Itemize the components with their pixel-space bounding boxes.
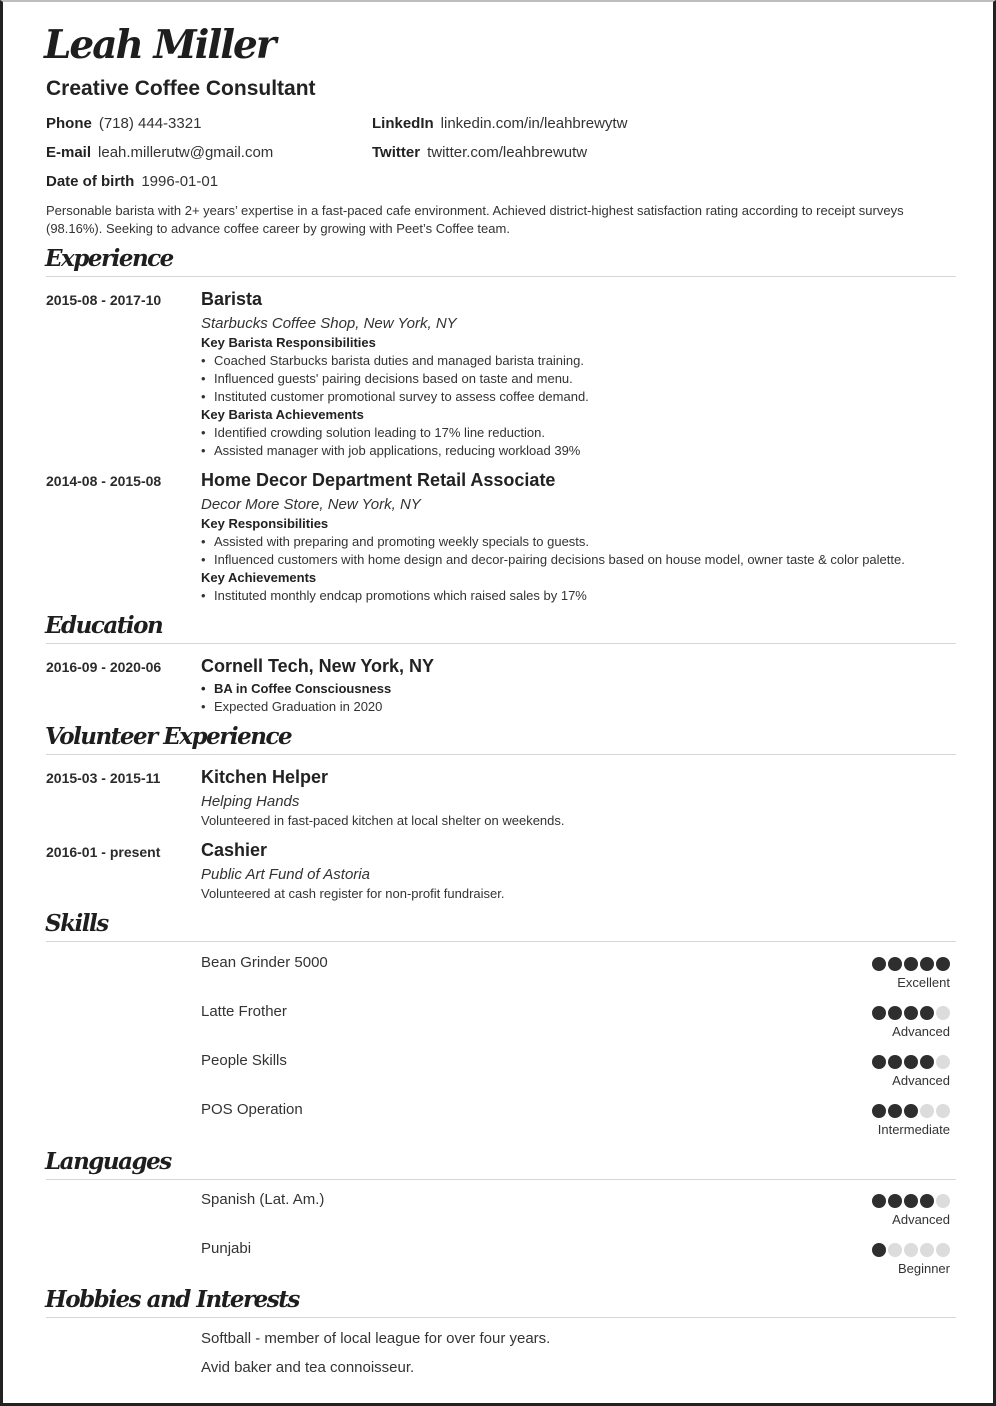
achievement-item: • Assisted manager with job applications, reducing workload 39% <box>201 443 580 458</box>
skills-heading: Skills <box>45 910 108 937</box>
filled-dot-icon <box>904 1194 918 1208</box>
experience-org: Starbucks Coffee Shop, New York, NY <box>201 315 457 332</box>
linkedin-value[interactable]: linkedin.com/in/leahbrewytw <box>440 115 628 132</box>
experience-title: Barista <box>201 289 263 309</box>
filled-dot-icon <box>872 1055 886 1069</box>
responsibility-item: • Influenced customers with home design and decor-pairing decisions based on house model, owner taste & color palette. <box>201 552 905 567</box>
responsibility-item: • Instituted customer promotional survey to assess coffee demand. <box>201 389 589 404</box>
responsibility-item: • Assisted with preparing and promoting weekly specials to guests. <box>201 534 589 549</box>
filled-dot-icon <box>872 957 886 971</box>
skills-name: Bean Grinder 5000 <box>201 954 328 971</box>
rating-level: Advanced <box>892 1024 950 1039</box>
contact-dob <box>46 173 218 190</box>
skills-name: People Skills <box>201 1052 287 1069</box>
experience-heading: Experience <box>45 245 173 272</box>
filled-dot-icon <box>904 1055 918 1069</box>
filled-dot-icon <box>920 1055 934 1069</box>
rating-dots <box>872 957 950 971</box>
filled-dot-icon <box>936 957 950 971</box>
skills-name: Latte Frother <box>201 1003 287 1020</box>
filled-dot-icon <box>872 1006 886 1020</box>
empty-dot-icon <box>936 1055 950 1069</box>
filled-dot-icon <box>872 1104 886 1118</box>
filled-dot-icon <box>888 957 902 971</box>
phone-label: Phone <box>46 115 92 132</box>
responsibility-item: • Influenced guests' pairing decisions based on taste and menu. <box>201 371 573 386</box>
education-note: • Expected Graduation in 2020 <box>201 699 382 714</box>
empty-dot-icon <box>936 1104 950 1118</box>
dob-value: 1996-01-01 <box>141 173 219 190</box>
empty-dot-icon <box>920 1104 934 1118</box>
responsibility-item: • Coached Starbucks barista duties and managed barista training. <box>201 353 584 368</box>
divider <box>46 754 956 755</box>
rating-dots <box>872 1243 950 1257</box>
experience-title: Home Decor Department Retail Associate <box>201 470 556 490</box>
linkedin-label: LinkedIn <box>372 115 434 132</box>
experience-org: Decor More Store, New York, NY <box>201 496 421 513</box>
education-heading: Education <box>45 612 163 639</box>
skills-name: POS Operation <box>201 1101 303 1118</box>
education-school: Cornell Tech, New York, NY <box>201 656 435 676</box>
volunteer-title: Cashier <box>201 840 268 860</box>
volunteer-desc: Volunteered at cash register for non-profit fundraiser. <box>201 886 505 901</box>
filled-dot-icon <box>904 1006 918 1020</box>
dob-label: Date of birth <box>46 173 135 190</box>
education-degree: • BA in Coffee Consciousness <box>201 681 391 696</box>
divider <box>46 941 956 942</box>
phone-value: (718) 444-3321 <box>98 115 202 132</box>
candidate-title: Creative Coffee Consultant <box>46 77 316 100</box>
languages-name: Punjabi <box>201 1240 252 1257</box>
contact-twitter <box>372 144 587 161</box>
empty-dot-icon <box>936 1243 950 1257</box>
rating-dots <box>872 1006 950 1020</box>
divider <box>46 1317 956 1318</box>
experience-date: 2014-08 - 2015-08 <box>46 473 162 489</box>
divider <box>46 1179 956 1180</box>
volunteer-desc: Volunteered in fast-paced kitchen at local shelter on weekends. <box>201 813 565 828</box>
filled-dot-icon <box>872 1194 886 1208</box>
rating-dots <box>872 1055 950 1069</box>
filled-dot-icon <box>920 1194 934 1208</box>
hobbies-heading: Hobbies and Interests <box>45 1286 299 1313</box>
contact-phone <box>46 115 201 132</box>
achievements-heading: Key Barista Achievements <box>201 407 364 422</box>
filled-dot-icon <box>888 1194 902 1208</box>
achievement-item: • Identified crowding solution leading to 17% line reduction. <box>201 425 545 440</box>
volunteer-org: Helping Hands <box>201 793 300 810</box>
empty-dot-icon <box>904 1243 918 1257</box>
contact-email <box>46 144 273 161</box>
volunteer-org: Public Art Fund of Astoria <box>201 866 370 883</box>
filled-dot-icon <box>904 1104 918 1118</box>
responsibilities-heading: Key Responsibilities <box>201 516 329 531</box>
education-date: 2016-09 - 2020-06 <box>46 659 162 675</box>
filled-dot-icon <box>872 1243 886 1257</box>
rating-dots <box>872 1104 950 1118</box>
rating-dots <box>872 1194 950 1208</box>
filled-dot-icon <box>888 1104 902 1118</box>
filled-dot-icon <box>920 957 934 971</box>
email-label: E-mail <box>46 144 92 161</box>
volunteer-date: 2015-03 - 2015-11 <box>46 770 161 786</box>
filled-dot-icon <box>920 1006 934 1020</box>
empty-dot-icon <box>920 1243 934 1257</box>
twitter-value[interactable]: twitter.com/leahbrewutw <box>427 144 588 161</box>
candidate-name: Leah Miller <box>44 22 275 68</box>
contact-linkedin <box>372 115 627 132</box>
hobby-item: Avid baker and tea connoisseur. <box>201 1359 415 1376</box>
summary: Personable barista with 2+ years’ expertise in a fast-paced cafe environment. Achieved district-highest satisfaction rating according to receipt surveys (98.16%). Seeking to advance coffee career by growing with Peet’s Coffee team. <box>46 203 904 236</box>
rating-level: Beginner <box>897 1261 950 1276</box>
volunteer-title: Kitchen Helper <box>201 767 329 787</box>
filled-dot-icon <box>904 957 918 971</box>
achievements-heading: Key Achievements <box>201 570 317 585</box>
rating-level: Advanced <box>892 1212 950 1227</box>
responsibilities-heading: Key Barista Responsibilities <box>201 335 376 350</box>
empty-dot-icon <box>936 1194 950 1208</box>
languages-heading: Languages <box>45 1148 171 1175</box>
rating-level: Intermediate <box>877 1122 950 1137</box>
experience-date: 2015-08 - 2017-10 <box>46 292 162 308</box>
filled-dot-icon <box>888 1006 902 1020</box>
email-value: leah.millerutw@gmail.com <box>98 144 274 161</box>
languages-name: Spanish (Lat. Am.) <box>201 1191 325 1208</box>
empty-dot-icon <box>936 1006 950 1020</box>
divider <box>46 643 956 644</box>
volunteer-date: 2016-01 - present <box>46 844 161 860</box>
divider <box>46 276 956 277</box>
filled-dot-icon <box>888 1055 902 1069</box>
achievement-item: • Instituted monthly endcap promotions which raised sales by 17% <box>201 588 587 603</box>
rating-level: Advanced <box>892 1073 950 1088</box>
twitter-label: Twitter <box>372 144 421 161</box>
empty-dot-icon <box>888 1243 902 1257</box>
volunteer-heading: Volunteer Experience <box>45 723 292 750</box>
rating-level: Excellent <box>897 975 950 990</box>
hobby-item: Softball - member of local league for over four years. <box>201 1330 551 1347</box>
